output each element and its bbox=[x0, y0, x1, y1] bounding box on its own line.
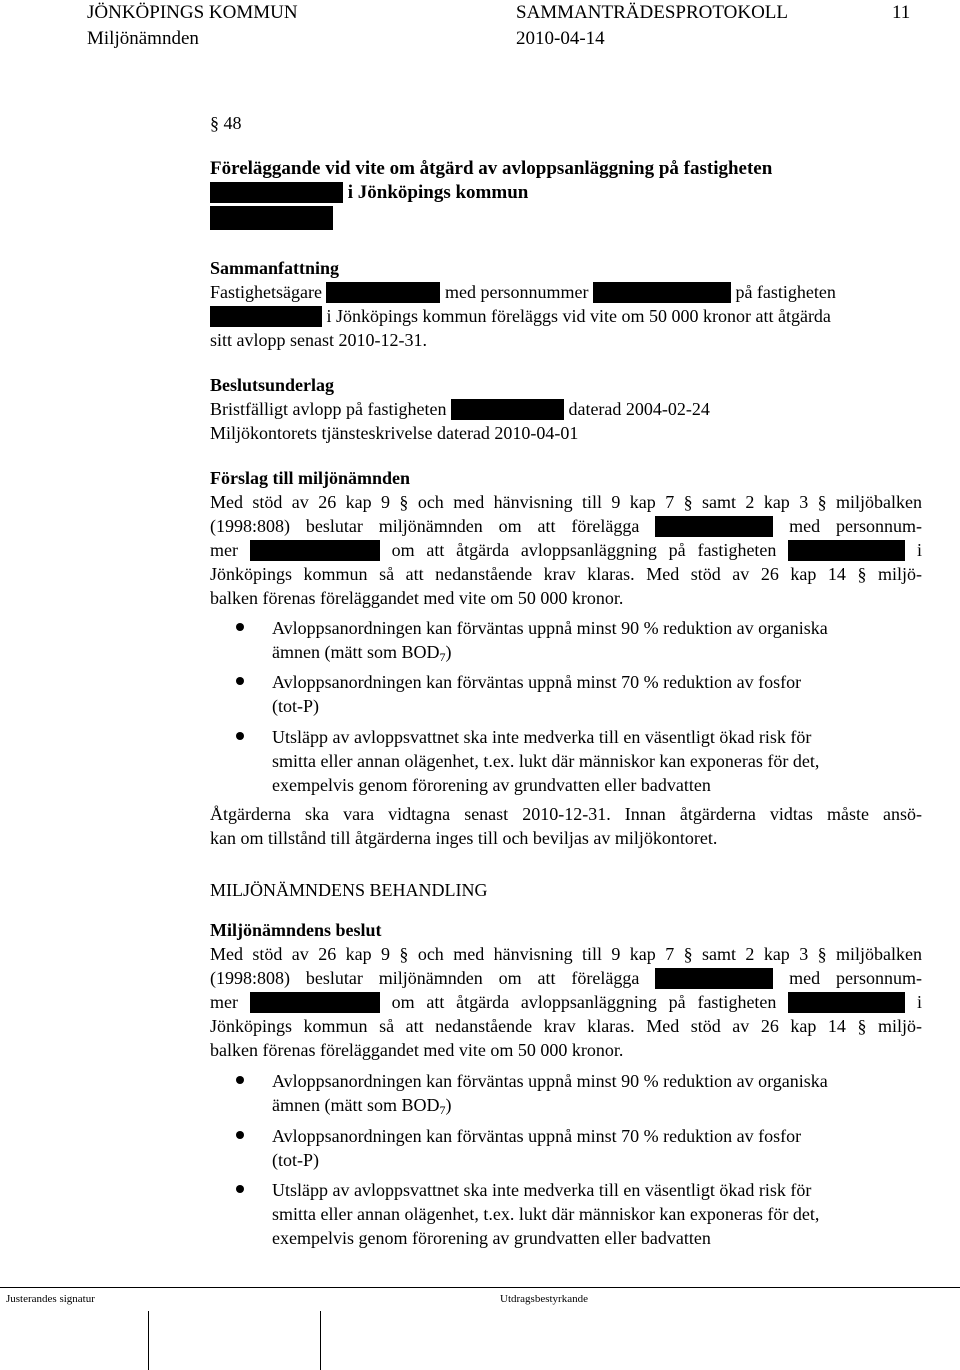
requirement-line: Avloppsanordningen kan förväntas uppnå minst 90 % reduktion av organiska bbox=[272, 618, 828, 638]
section-number bbox=[210, 111, 242, 135]
basis-item: Miljökontorets tjänsteskrivelse daterad 2010-04-01 bbox=[210, 423, 579, 443]
basis-heading: Beslutsunderlag bbox=[210, 375, 335, 395]
summary-heading: Sammanfattning bbox=[210, 258, 340, 278]
proposal-line: balken förenas föreläggandet med vite om 50 000 kronor. bbox=[210, 588, 624, 608]
requirement-line: Utsläpp av avloppsvattnet ska inte medverka till en väsentligt ökad risk för bbox=[272, 727, 812, 747]
requirement-line: Avloppsanordningen kan förväntas uppnå minst 70 % reduktion av fosfor bbox=[272, 1126, 802, 1146]
requirement-line: exempelvis genom förorening av grundvatten eller badvatten bbox=[272, 775, 711, 795]
page-title: Föreläggande vid vite om åtgärd av avloppsanläggning på fastigheten bbox=[210, 158, 773, 179]
decision-line: Med stöd av 26 kap 9 § och med hänvisning till 9 kap 7 § samt 2 kap 3 § miljöbalken bbox=[210, 944, 923, 964]
requirement-line: Avloppsanordningen kan förväntas uppnå minst 70 % reduktion av fosfor bbox=[272, 672, 802, 692]
footer-divider bbox=[0, 1287, 960, 1288]
municipality-name: JÖNKÖPINGS KOMMUN bbox=[87, 2, 298, 23]
decision-heading: Miljönämndens beslut bbox=[210, 920, 382, 940]
bullet-icon bbox=[236, 623, 244, 631]
redaction-box bbox=[788, 992, 905, 1013]
redaction-box bbox=[210, 182, 343, 203]
requirement-line: ämnen (mätt som $BOD_7$) bbox=[272, 1095, 452, 1117]
page-title-line2: i Jönköpings kommun bbox=[210, 181, 528, 205]
requirement-line: (tot-P) bbox=[272, 1150, 319, 1170]
basis-item: Bristfälligt avlopp på fastigheten daterad 2004-02-24 bbox=[210, 399, 710, 419]
redaction-box bbox=[593, 282, 731, 303]
requirement-line: smitta eller annan olägenhet, t.ex. lukt där människor kan exponeras för det, bbox=[272, 751, 820, 771]
document-type: SAMMANTRÄDESPROTOKOLL bbox=[516, 2, 789, 23]
certification-label: Utdragsbestyrkande bbox=[500, 1293, 588, 1305]
proposal-line: mer om att åtgärda avloppsanläggning på fastigheten i bbox=[210, 540, 923, 560]
redaction-box bbox=[326, 282, 440, 303]
decision-line: mer om att åtgärda avloppsanläggning på fastigheten i bbox=[210, 992, 923, 1012]
measures-line: Åtgärderna ska vara vidtagna senast 2010-12-31. Innan åtgärderna vidtas måste ansö- bbox=[210, 804, 922, 824]
proposal-line: Med stöd av 26 kap 9 § och med hänvisning till 9 kap 7 § samt 2 kap 3 § miljöbalken bbox=[210, 492, 923, 512]
redaction-box bbox=[250, 992, 380, 1013]
bullet-icon bbox=[236, 1131, 244, 1139]
redaction-box bbox=[655, 968, 773, 989]
signature-label: Justerandes signatur bbox=[6, 1293, 95, 1305]
summary-line: Fastighetsägare med personnummer på fastigheten bbox=[210, 282, 836, 302]
signature-box-divider bbox=[320, 1311, 321, 1370]
bullet-icon bbox=[236, 1076, 244, 1084]
requirement-line: (tot-P) bbox=[272, 696, 319, 716]
proposal-line: (1998:808) beslutar miljönämnden om att förelägga med personnum- bbox=[210, 516, 923, 536]
decision-line: balken förenas föreläggandet med vite om 50 000 kronor. bbox=[210, 1040, 624, 1060]
proposal-heading: Förslag till miljönämnden bbox=[210, 468, 411, 488]
section-number-value: 48 bbox=[223, 113, 242, 133]
requirement-line: ämnen (mätt som $BOD_7$) bbox=[272, 642, 452, 664]
summary-line: i Jönköpings kommun föreläggs vid vite om 50 000 kronor att åtgärda bbox=[210, 304, 831, 328]
decision-line: Jönköpings kommun så att nedanstående krav klaras. Med stöd av 26 kap 14 § miljö- bbox=[210, 1016, 923, 1036]
redaction-box bbox=[210, 206, 333, 230]
requirement-line: Utsläpp av avloppsvattnet ska inte medverka till en väsentligt ökad risk för bbox=[272, 1180, 812, 1200]
requirement-line: smitta eller annan olägenhet, t.ex. lukt där människor kan exponeras för det, bbox=[272, 1204, 820, 1224]
measures-line: kan om tillstånd till åtgärderna inges till och beviljas av miljökontoret. bbox=[210, 828, 718, 848]
meeting-date: 2010-04-14 bbox=[516, 28, 605, 49]
decision-line: (1998:808) beslutar miljönämnden om att förelägga med personnum- bbox=[210, 968, 923, 988]
bullet-icon bbox=[236, 732, 244, 740]
section-symbol: § bbox=[210, 113, 219, 133]
signature-box-divider bbox=[148, 1311, 149, 1370]
requirement-line: exempelvis genom förorening av grundvatten eller badvatten bbox=[272, 1228, 711, 1248]
redaction-box bbox=[655, 516, 773, 537]
bullet-icon bbox=[236, 1185, 244, 1193]
redaction-box bbox=[210, 306, 322, 327]
proposal-line: Jönköpings kommun så att nedanstående krav klaras. Med stöd av 26 kap 14 § miljö- bbox=[210, 564, 923, 584]
bullet-icon bbox=[236, 677, 244, 685]
handling-heading: MILJÖNÄMNDENS BEHANDLING bbox=[210, 880, 488, 900]
redaction-box bbox=[788, 540, 905, 561]
redaction-box bbox=[250, 540, 380, 561]
page-number: 11 bbox=[892, 2, 911, 23]
requirement-line: Avloppsanordningen kan förväntas uppnå minst 90 % reduktion av organiska bbox=[272, 1071, 828, 1091]
summary-line: sitt avlopp senast 2010-12-31. bbox=[210, 330, 427, 350]
committee-name: Miljönämnden bbox=[87, 28, 199, 49]
redaction-box bbox=[451, 399, 564, 420]
